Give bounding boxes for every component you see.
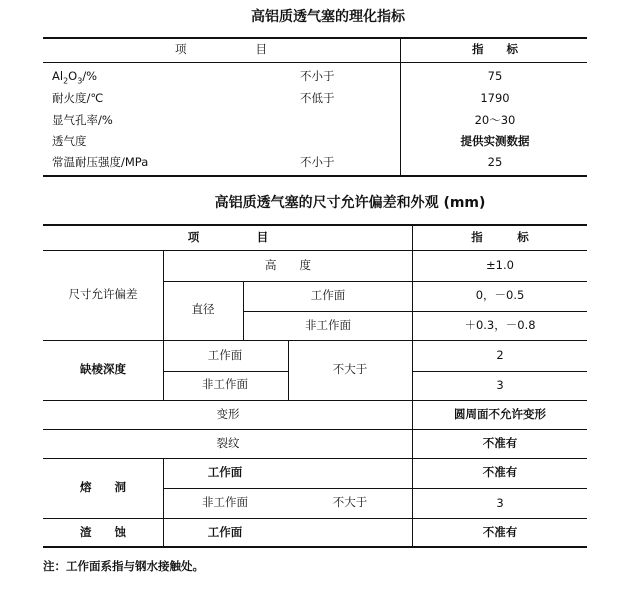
table2-divider-dim [163, 251, 164, 340]
table1-row-refractoriness-value: 1790 [480, 91, 510, 105]
table2-rule-deform-end [43, 429, 587, 430]
table2-divider-edge-cond [288, 341, 289, 400]
melt-hole-non-work-value: 3 [496, 496, 504, 510]
table1-row-refractoriness-name: 耐火度/℃ [52, 91, 104, 105]
dim-tolerance-label: 尺寸允许偏差 [68, 287, 138, 301]
melt-hole-work-value: 不准有 [482, 465, 518, 479]
melt-hole-non-work-face: 非工作面 [202, 495, 248, 509]
table2-rule-height [163, 281, 587, 282]
table1-row-strength-value: 25 [487, 155, 503, 169]
table2-top-rule [43, 224, 587, 226]
height-value: ±1.0 [486, 258, 514, 272]
table2-rule-crack-end [43, 458, 587, 459]
crack-label: 裂纹 [216, 436, 240, 450]
table2-divider-edge [163, 341, 164, 400]
table1-title: 高铝质透气塞的理化指标 [251, 9, 405, 25]
table2-rule-edge-end [43, 400, 587, 401]
edge-depth-non-work-value: 3 [496, 378, 504, 392]
table1-row-al2o3-condition: 不小于 [300, 69, 335, 83]
edge-depth-work-face: 工作面 [207, 348, 243, 362]
crack-value: 不准有 [482, 436, 518, 450]
table1-header-index: 指 标 [472, 42, 518, 56]
melt-hole-work-face: 工作面 [207, 465, 243, 479]
height-label: 高 度 [265, 258, 311, 272]
table1-row-strength-name: 常温耐压强度/MPa [52, 155, 149, 169]
table1-row-strength-condition: 不小于 [300, 155, 335, 169]
melt-hole-condition: 不大于 [332, 495, 368, 509]
table2-header-index: 指 标 [471, 230, 529, 244]
table2-rule-dim-end [43, 340, 587, 341]
table2-column-divider-index [412, 225, 413, 546]
table1-row-porosity-value: 20～30 [474, 113, 516, 127]
diameter-non-work-face: 非工作面 [305, 318, 351, 332]
slag-erosion-label: 渣 蚀 [80, 525, 126, 539]
table1-top-rule [43, 37, 587, 39]
table1-header-item: 项 目 [175, 42, 267, 56]
melt-hole-label: 熔 洞 [80, 480, 126, 494]
table2-bottom-rule [43, 546, 587, 548]
slag-erosion-value: 不准有 [482, 525, 518, 539]
table1-row-refractoriness-condition: 不低于 [300, 91, 335, 105]
edge-depth-non-work-face: 非工作面 [202, 377, 248, 391]
edge-depth-work-value: 2 [496, 348, 504, 362]
slag-erosion-work-face: 工作面 [207, 525, 243, 539]
diameter-non-work-face-value: ＋0.3，－0.8 [464, 318, 536, 332]
table1-row-al2o3-value: 75 [487, 69, 503, 83]
table2-rule-workface [243, 311, 587, 312]
table1-row-permeability-value: 提供实测数据 [460, 134, 530, 148]
deformation-label: 变形 [216, 407, 240, 421]
table2-header-item: 项 目 [187, 230, 269, 244]
table2-rule-edge-mid-right [412, 371, 587, 372]
table1-row-permeability-name: 透气度 [52, 134, 87, 148]
table2-divider-slag [163, 519, 164, 546]
footnote: 注：工作面系指与钢水接触处。 [43, 559, 204, 573]
edge-depth-condition: 不大于 [332, 362, 368, 376]
table2-divider-diameter [243, 282, 244, 340]
table1-row-al2o3-name: $Al_2O_3/\%$ [52, 69, 98, 86]
table2-header-rule [43, 250, 587, 251]
table1-header-rule [43, 62, 587, 63]
table2-rule-melt-end [43, 518, 587, 519]
table1-row-porosity-name: 显气孔率/% [52, 113, 113, 127]
table2-title: 高铝质透气塞的尺寸允许偏差和外观 (mm) [214, 195, 486, 211]
diameter-work-face: 工作面 [310, 288, 346, 302]
table2-rule-melt-mid [163, 488, 587, 489]
table2-rule-edge-mid-left [163, 371, 288, 372]
table1-bottom-rule [43, 175, 587, 177]
table2-divider-melt [163, 459, 164, 518]
diameter-work-face-value: 0，－0.5 [475, 288, 525, 302]
diameter-label: 直径 [191, 302, 215, 316]
edge-depth-label: 缺棱深度 [80, 362, 126, 376]
table1-column-divider [400, 38, 401, 175]
deformation-value: 圆周面不允许变形 [454, 407, 546, 421]
